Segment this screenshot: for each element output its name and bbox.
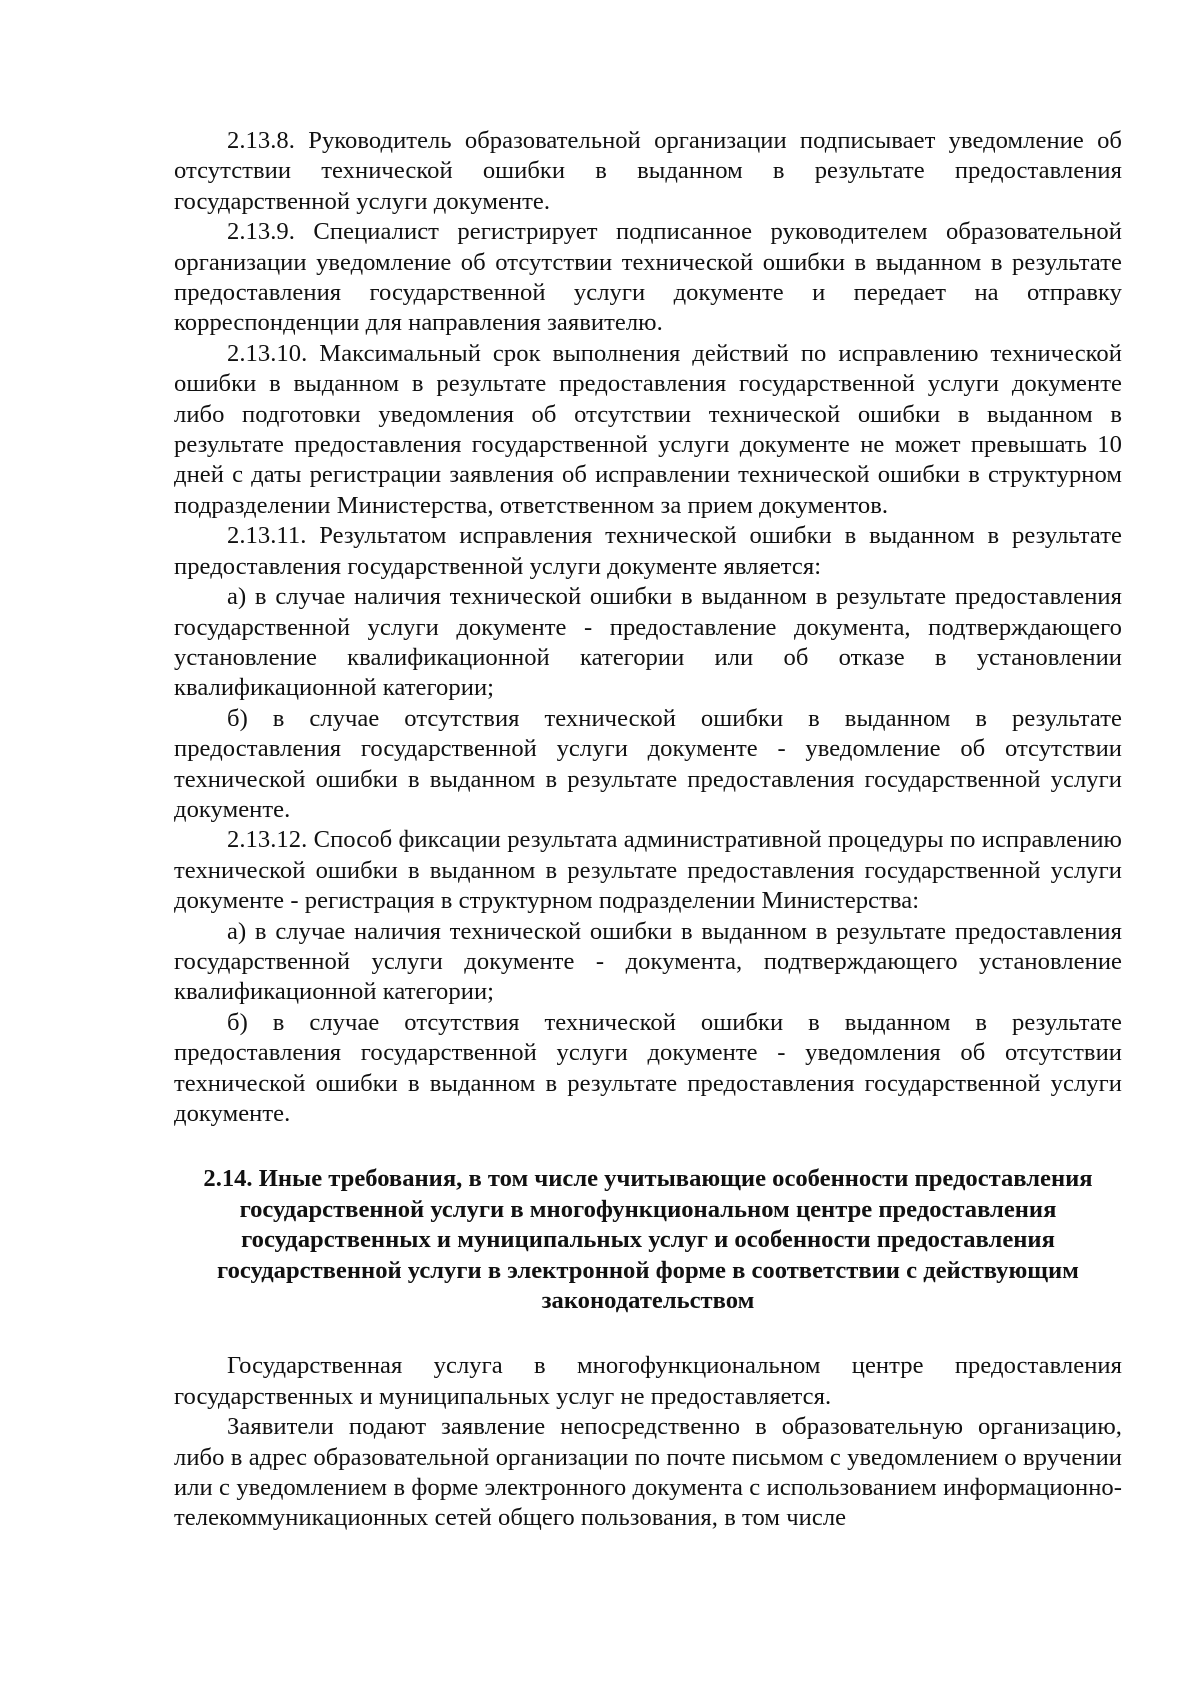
document-page: [174, 126, 1122, 1534]
paragraph-applicants: Заявители подают заявление непосредственно в образовательную организацию, либо в адрес образовательной организации по почте письмом с уведомлением о вручении или с уведомлением в форме электронного документа с использованием информационно-телекоммуникационных сетей общего пользования, в том числе: [174, 1413, 1122, 1532]
paragraph-2-13-12-b: б) в случае отсутствия технической ошибки в выданном в результате предоставления государственной услуги документе - уведомления об отсутствии технической ошибки в выданном в результате предоставления государственной услуги документе.: [174, 1008, 1122, 1127]
paragraph-mfc: Государственная услуга в многофункциональном центре предоставления государственных и муниципальных услуг не предоставляется.: [174, 1352, 1122, 1410]
section-heading-2-14: 2.14. Иные требования, в том числе учитывающие особенности предоставления государственной услуги в многофункциональном центре предоставления государственных и муниципальных услуг и особенности предоставления государственной услуги в электронной форме в соответствии с действующим законодательством: [203, 1165, 1093, 1315]
paragraph-2-13-8: 2.13.8. Руководитель образовательной организации подписывает уведомление об отсутствии технической ошибки в выданном в результате предоставления государственной услуги документе.: [174, 127, 1122, 215]
paragraph-2-13-12: 2.13.12. Способ фиксации результата административной процедуры по исправлению технической ошибки в выданном в результате предоставления государственной услуги документе - регистрация в структурном подразделении Министерства:: [174, 826, 1122, 915]
paragraph-2-13-11-a: а) в случае наличия технической ошибки в выданном в результате предоставления государственной услуги документе - предоставление документа, подтверждающего установление квалификационной категории или об отказе в установлении квалификационной категории;: [174, 583, 1122, 702]
paragraph-2-13-11-b: б) в случае отсутствия технической ошибки в выданном в результате предоставления государственной услуги документе - уведомление об отсутствии технической ошибки в выданном в результате предоставления государственной услуги документе.: [174, 704, 1122, 823]
paragraph-2-13-10: 2.13.10. Максимальный срок выполнения действий по исправлению технической ошибки в выданном в результате предоставления государственной услуги документе либо подготовки уведомления об отсутствии технической ошибки в выданном в результате предоставления государственной услуги документе не может превышать 10 дней с даты регистрации заявления об исправлении технической ошибки в структурном подразделении Министерства, ответственном за прием документов.: [174, 339, 1122, 519]
paragraph-2-13-12-a: а) в случае наличия технической ошибки в выданном в результате предоставления государственной услуги документе - документа, подтверждающего установление квалификационной категории;: [174, 917, 1122, 1006]
paragraph-2-13-11: 2.13.11. Результатом исправления технической ошибки в выданном в результате предоставления государственной услуги документе является:: [174, 522, 1122, 580]
paragraph-2-13-9: 2.13.9. Специалист регистрирует подписанное руководителем образовательной организации уведомление об отсутствии технической ошибки в выданном в результате предоставления государственной услуги документе и передает на отправку корреспонденции для направления заявителю.: [174, 218, 1122, 337]
